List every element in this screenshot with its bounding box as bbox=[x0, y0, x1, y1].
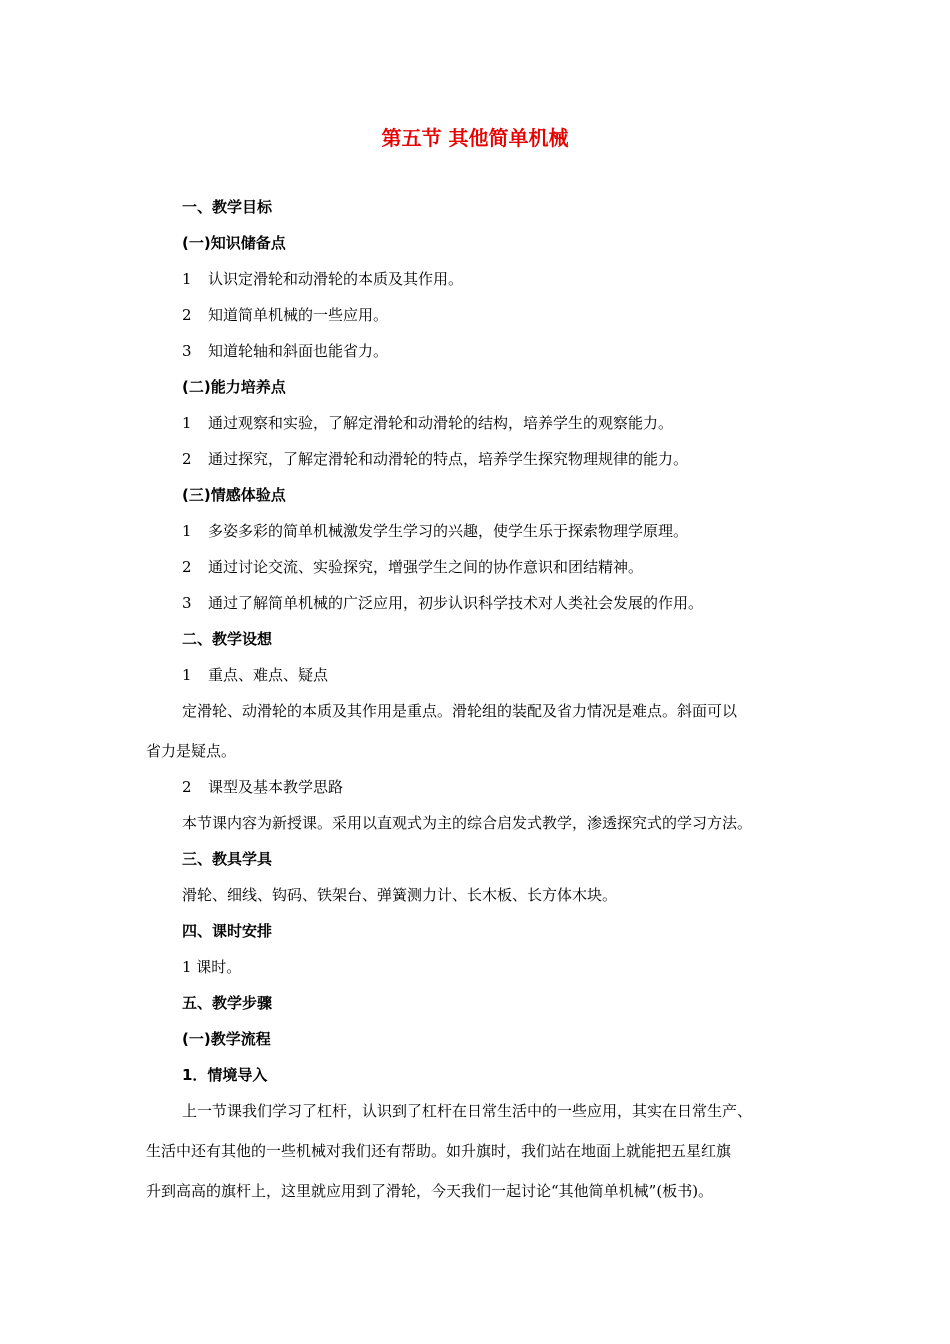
item-number: 2 bbox=[182, 558, 192, 576]
item-number: 2 bbox=[182, 778, 192, 796]
list-item bbox=[182, 412, 673, 434]
item-number: 1 bbox=[182, 522, 192, 540]
paragraph-line: 省力是疑点。 bbox=[146, 742, 237, 760]
item-number: 3 bbox=[182, 594, 192, 612]
item-text: 通过讨论交流、实验探究，增强学生之间的协作意识和团结精神。 bbox=[208, 558, 644, 576]
paragraph-line: 上一节课我们学习了杠杆，认识到了杠杆在日常生活中的一些应用，其实在日常生产、 bbox=[182, 1102, 753, 1120]
paragraph-line: 定滑轮、动滑轮的本质及其作用是重点。滑轮组的装配及省力情况是难点。斜面可以 bbox=[182, 702, 738, 720]
subheading-emotion: (三)情感体验点 bbox=[182, 486, 286, 504]
item-text: 通过探究，了解定滑轮和动滑轮的特点，培养学生探究物理规律的能力。 bbox=[208, 450, 689, 468]
item-number: 1 bbox=[182, 666, 192, 684]
section-heading-schedule: 四、课时安排 bbox=[182, 922, 273, 940]
subheading-knowledge: (一)知识储备点 bbox=[182, 234, 286, 252]
paragraph-line: 升到高高的旗杆上，这里就应用到了滑轮，今天我们一起讨论“其他简单机械”(板书)。 bbox=[146, 1182, 714, 1200]
item-number: 2 bbox=[182, 306, 192, 324]
item-text: 多姿多彩的简单机械激发学生学习的兴趣，使学生乐于探索物理学原理。 bbox=[208, 522, 689, 540]
item-text: 重点、难点、疑点 bbox=[208, 666, 329, 684]
list-item bbox=[182, 664, 328, 686]
item-text: 通过了解简单机械的广泛应用，初步认识科学技术对人类社会发展的作用。 bbox=[208, 594, 704, 612]
list-item bbox=[182, 556, 643, 578]
paragraph-line: 本节课内容为新授课。采用以直观式为主的综合启发式教学，渗透探究式的学习方法。 bbox=[182, 814, 753, 832]
subheading-ability: (二)能力培养点 bbox=[182, 378, 286, 396]
paragraph-line: 生活中还有其他的一些机械对我们还有帮助。如升旗时，我们站在地面上就能把五星红旗 bbox=[146, 1142, 732, 1160]
list-item bbox=[182, 776, 343, 798]
item-text: 知道轮轴和斜面也能省力。 bbox=[208, 342, 389, 360]
paragraph-line: 1 课时。 bbox=[182, 958, 242, 976]
item-text: 知道简单机械的一些应用。 bbox=[208, 306, 389, 324]
subheading-process: (一)教学流程 bbox=[182, 1030, 271, 1048]
item-number: 3 bbox=[182, 342, 192, 360]
item-text: 通过观察和实验，了解定滑轮和动滑轮的结构，培养学生的观察能力。 bbox=[208, 414, 674, 432]
list-item bbox=[182, 520, 688, 542]
section-heading-steps: 五、教学步骤 bbox=[182, 994, 273, 1012]
subheading-scenario: 1．情境导入 bbox=[182, 1066, 268, 1084]
section-heading-teaching-goals: 一、教学目标 bbox=[182, 198, 273, 216]
list-item bbox=[182, 268, 463, 290]
list-item bbox=[182, 448, 688, 470]
list-item bbox=[182, 304, 388, 326]
item-text: 课型及基本教学思路 bbox=[208, 778, 344, 796]
section-heading-teaching-plan: 二、教学设想 bbox=[182, 630, 273, 648]
document-title: 第五节 其他简单机械 bbox=[381, 126, 569, 150]
section-heading-tools: 三、教具学具 bbox=[182, 850, 273, 868]
item-number: 1 bbox=[182, 414, 192, 432]
list-item bbox=[182, 592, 703, 614]
item-text: 认识定滑轮和动滑轮的本质及其作用。 bbox=[208, 270, 464, 288]
item-number: 2 bbox=[182, 450, 192, 468]
item-number: 1 bbox=[182, 270, 192, 288]
list-item bbox=[182, 340, 388, 362]
paragraph-line: 滑轮、细线、钩码、铁架台、弹簧测力计、长木板、长方体木块。 bbox=[182, 886, 618, 904]
